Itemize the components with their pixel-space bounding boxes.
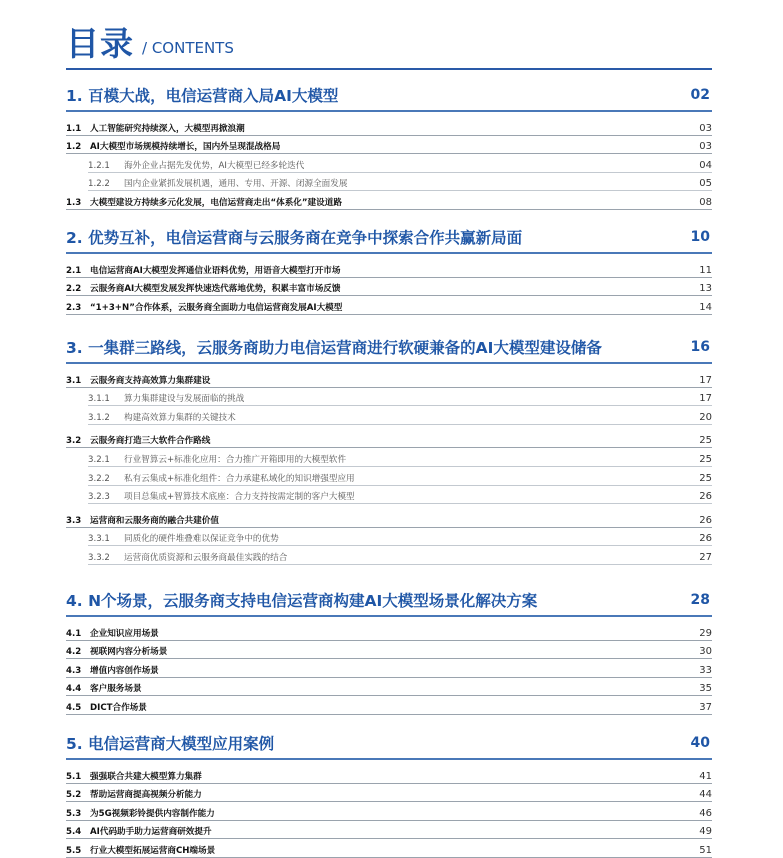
section-title: 1. 百模大战，电信运营商入局AI大模型 — [66, 87, 339, 105]
entry-title: AI代码助手助力运营商研效提升 — [90, 827, 212, 838]
section-title: 4. N个场景，云服务商支持电信运营商构建AI大模型场景化解决方案 — [66, 592, 538, 610]
entry-page-number: 04 — [699, 159, 712, 171]
entry-page-number: 29 — [699, 627, 712, 639]
entry-title: 视联网内容分析场景 — [90, 647, 168, 658]
entry-title: 强强联合共建大模型算力集群 — [90, 771, 202, 782]
entry-page-number: 25 — [699, 453, 712, 465]
entry-page-number: 49 — [699, 826, 712, 838]
entry-page-number: 17 — [699, 393, 712, 405]
toc-entry[interactable] — [66, 819, 712, 838]
entry-page-number: 41 — [699, 770, 712, 782]
section-page-number: 28 — [690, 592, 710, 608]
toc-subentry[interactable] — [66, 446, 712, 465]
entry-number: 3.2.2 — [88, 473, 110, 484]
toc-entry[interactable] — [66, 115, 712, 134]
entry-title: 构建高效算力集群的关键技术 — [124, 412, 236, 423]
entry-title: 大模型建设方持续多元化发展，电信运营商走出“体系化”建设道路 — [90, 197, 342, 208]
entry-page-number: 26 — [699, 514, 712, 526]
entry-title: 行业大模型拓展运营商CH端场景 — [90, 845, 216, 856]
entry-page-number: 03 — [699, 141, 712, 153]
toc-subentry[interactable] — [66, 386, 712, 405]
entry-page-number: 33 — [699, 664, 712, 676]
section-heading[interactable] — [66, 222, 712, 254]
entry-title: 帮助运营商提高视频分析能力 — [90, 790, 202, 801]
entry-number: 5.3 — [66, 808, 82, 819]
section-page-number: 02 — [690, 87, 710, 103]
toc-entry[interactable] — [66, 189, 712, 208]
toc-subentry[interactable] — [66, 544, 712, 563]
section-heading[interactable] — [66, 585, 712, 617]
section-page-number: 40 — [690, 735, 710, 751]
toc-subentry[interactable] — [66, 465, 712, 484]
entry-title: 同质化的硬件堆叠难以保证竞争中的优势 — [124, 534, 279, 545]
entry-number: 1.3 — [66, 197, 82, 208]
entry-page-number: 51 — [699, 844, 712, 856]
entry-page-number: 13 — [699, 283, 712, 295]
entry-page-number: 25 — [699, 472, 712, 484]
entry-page-number: 46 — [699, 807, 712, 819]
toc-entry[interactable] — [66, 257, 712, 276]
entry-page-number: 17 — [699, 374, 712, 386]
entry-number: 1.2 — [66, 142, 82, 153]
entry-title: 企业知识应用场景 — [90, 628, 159, 639]
toc-section-4 — [66, 585, 712, 713]
section-heading[interactable] — [66, 80, 712, 112]
toc-entry[interactable] — [66, 837, 712, 856]
entry-title: 人工智能研究持续深入，大模型再掀浪潮 — [90, 123, 245, 134]
entry-number: 4.2 — [66, 647, 82, 658]
entry-page-number: 08 — [699, 196, 712, 208]
toc-subentry[interactable] — [66, 404, 712, 423]
entry-number: 3.3 — [66, 515, 82, 526]
entry-number: 2.1 — [66, 265, 82, 276]
title-divider — [66, 68, 712, 70]
entry-title: AI大模型市场规模持续增长，国内外呈现混战格局 — [90, 142, 281, 153]
toc-section-2 — [66, 222, 712, 313]
entry-number: 1.2.1 — [88, 160, 110, 171]
toc-subentry[interactable] — [66, 484, 712, 503]
entry-title: 私有云集成+标准化组件：合力承建私域化的知识增强型应用 — [124, 473, 355, 484]
entry-leader-line — [88, 503, 712, 504]
entry-title: 运营商和云服务商的融合共建价值 — [90, 515, 219, 526]
entry-title: 客户服务场景 — [90, 684, 142, 695]
section-entries — [66, 617, 712, 713]
entry-title: 国内企业紧抓发展机遇，通用、专用、开源、闭源全面发展 — [124, 179, 348, 190]
entry-title: 行业智算云+标准化应用：合力推广开箱即用的大模型软件 — [124, 454, 347, 465]
toc-entry[interactable] — [66, 367, 712, 386]
entry-number: 3.2.1 — [88, 454, 110, 465]
section-page-number: 10 — [690, 229, 710, 245]
section-page-number: 16 — [690, 339, 710, 355]
entry-page-number: 30 — [699, 646, 712, 658]
entry-page-number: 25 — [699, 435, 712, 447]
toc-entry[interactable] — [66, 428, 712, 447]
section-entries — [66, 254, 712, 313]
entry-title: 项目总集成+智算技术底座：合力支持按需定制的客户大模型 — [124, 492, 355, 503]
entry-number: 5.1 — [66, 771, 82, 782]
section-entries — [66, 760, 712, 856]
toc-title-main: 目录 — [66, 24, 134, 63]
entry-page-number: 05 — [699, 178, 712, 190]
entry-number: 3.1.2 — [88, 412, 110, 423]
toc-section-1 — [66, 80, 712, 208]
entry-title: DICT合作场景 — [90, 702, 147, 713]
toc-title-sub: / CONTENTS — [142, 39, 234, 57]
entry-page-number: 11 — [699, 264, 712, 276]
entry-number: 5.2 — [66, 790, 82, 801]
entry-page-number: 03 — [699, 122, 712, 134]
entry-title: 算力集群建设与发展面临的挑战 — [124, 394, 245, 405]
toc-entry[interactable] — [66, 507, 712, 526]
entry-title: 为5G视频彩铃提供内容制作能力 — [90, 808, 215, 819]
toc-entry[interactable] — [66, 676, 712, 695]
toc-entry[interactable] — [66, 620, 712, 639]
entry-number: 4.4 — [66, 684, 82, 695]
entry-page-number: 20 — [699, 411, 712, 423]
entry-title: 电信运营商AI大模型发挥通信业语料优势，用语音大模型打开市场 — [90, 265, 341, 276]
toc-section-3 — [66, 332, 712, 563]
entry-page-number: 14 — [699, 301, 712, 313]
toc-entry[interactable] — [66, 639, 712, 658]
section-heading[interactable] — [66, 332, 712, 364]
entry-title: “1+3+N”合作体系，云服务商全面助力电信运营商发展AI大模型 — [90, 302, 343, 313]
entry-number: 5.5 — [66, 845, 82, 856]
entry-number: 3.2.3 — [88, 492, 110, 503]
entry-leader-line — [66, 209, 712, 210]
entry-page-number: 26 — [699, 533, 712, 545]
entry-leader-line — [88, 424, 712, 425]
toc-entry[interactable] — [66, 657, 712, 676]
entry-number: 2.3 — [66, 302, 82, 313]
entry-number: 4.3 — [66, 665, 82, 676]
entry-number: 4.1 — [66, 628, 82, 639]
entry-page-number: 26 — [699, 491, 712, 503]
section-title: 2. 优势互补，电信运营商与云服务商在竞争中探索合作共赢新局面 — [66, 229, 523, 247]
entry-number: 1.2.2 — [88, 179, 110, 190]
entry-title: 海外企业占据先发优势，AI大模型已经多轮迭代 — [124, 160, 305, 171]
entry-number: 4.5 — [66, 702, 82, 713]
section-entries — [66, 364, 712, 563]
entry-number: 3.1.1 — [88, 394, 110, 405]
entry-leader-line — [66, 714, 712, 715]
entry-page-number: 37 — [699, 701, 712, 713]
toc-section-5 — [66, 728, 712, 856]
entry-page-number: 44 — [699, 789, 712, 801]
entry-title: 增值内容创作场景 — [90, 665, 159, 676]
section-title: 3. 一集群三路线，云服务商助力电信运营商进行软硬兼备的AI大模型建设储备 — [66, 339, 602, 357]
entry-number: 3.3.1 — [88, 534, 110, 545]
section-entries — [66, 112, 712, 208]
entry-leader-line — [88, 564, 712, 565]
section-title: 5. 电信运营商大模型应用案例 — [66, 735, 275, 753]
toc-entry[interactable] — [66, 694, 712, 713]
toc-entry[interactable] — [66, 134, 712, 153]
toc-subentry[interactable] — [66, 526, 712, 545]
toc-entry[interactable] — [66, 276, 712, 295]
entry-title: 云服务商打造三大软件合作路线 — [90, 436, 211, 447]
entry-number: 3.3.2 — [88, 552, 110, 563]
toc-entry[interactable] — [66, 294, 712, 313]
entry-page-number: 35 — [699, 683, 712, 695]
entry-number: 2.2 — [66, 284, 82, 295]
toc-entry[interactable] — [66, 782, 712, 801]
entry-title: 运营商优质资源和云服务商最佳实践的结合 — [124, 552, 288, 563]
entry-number: 3.1 — [66, 375, 82, 386]
entry-leader-line — [66, 314, 712, 315]
toc-entry[interactable] — [66, 800, 712, 819]
section-heading[interactable] — [66, 728, 712, 760]
entry-title: 云服务商支持高效算力集群建设 — [90, 375, 211, 386]
entry-number: 3.2 — [66, 436, 82, 447]
toc-entry[interactable] — [66, 763, 712, 782]
toc-subentry[interactable] — [66, 171, 712, 190]
toc-title — [66, 18, 234, 64]
entry-page-number: 27 — [699, 551, 712, 563]
toc-subentry[interactable] — [66, 152, 712, 171]
entry-number: 5.4 — [66, 827, 82, 838]
entry-title: 云服务商AI大模型发展发挥快速迭代落地优势，积累丰富市场反馈 — [90, 284, 341, 295]
entry-number: 1.1 — [66, 123, 82, 134]
